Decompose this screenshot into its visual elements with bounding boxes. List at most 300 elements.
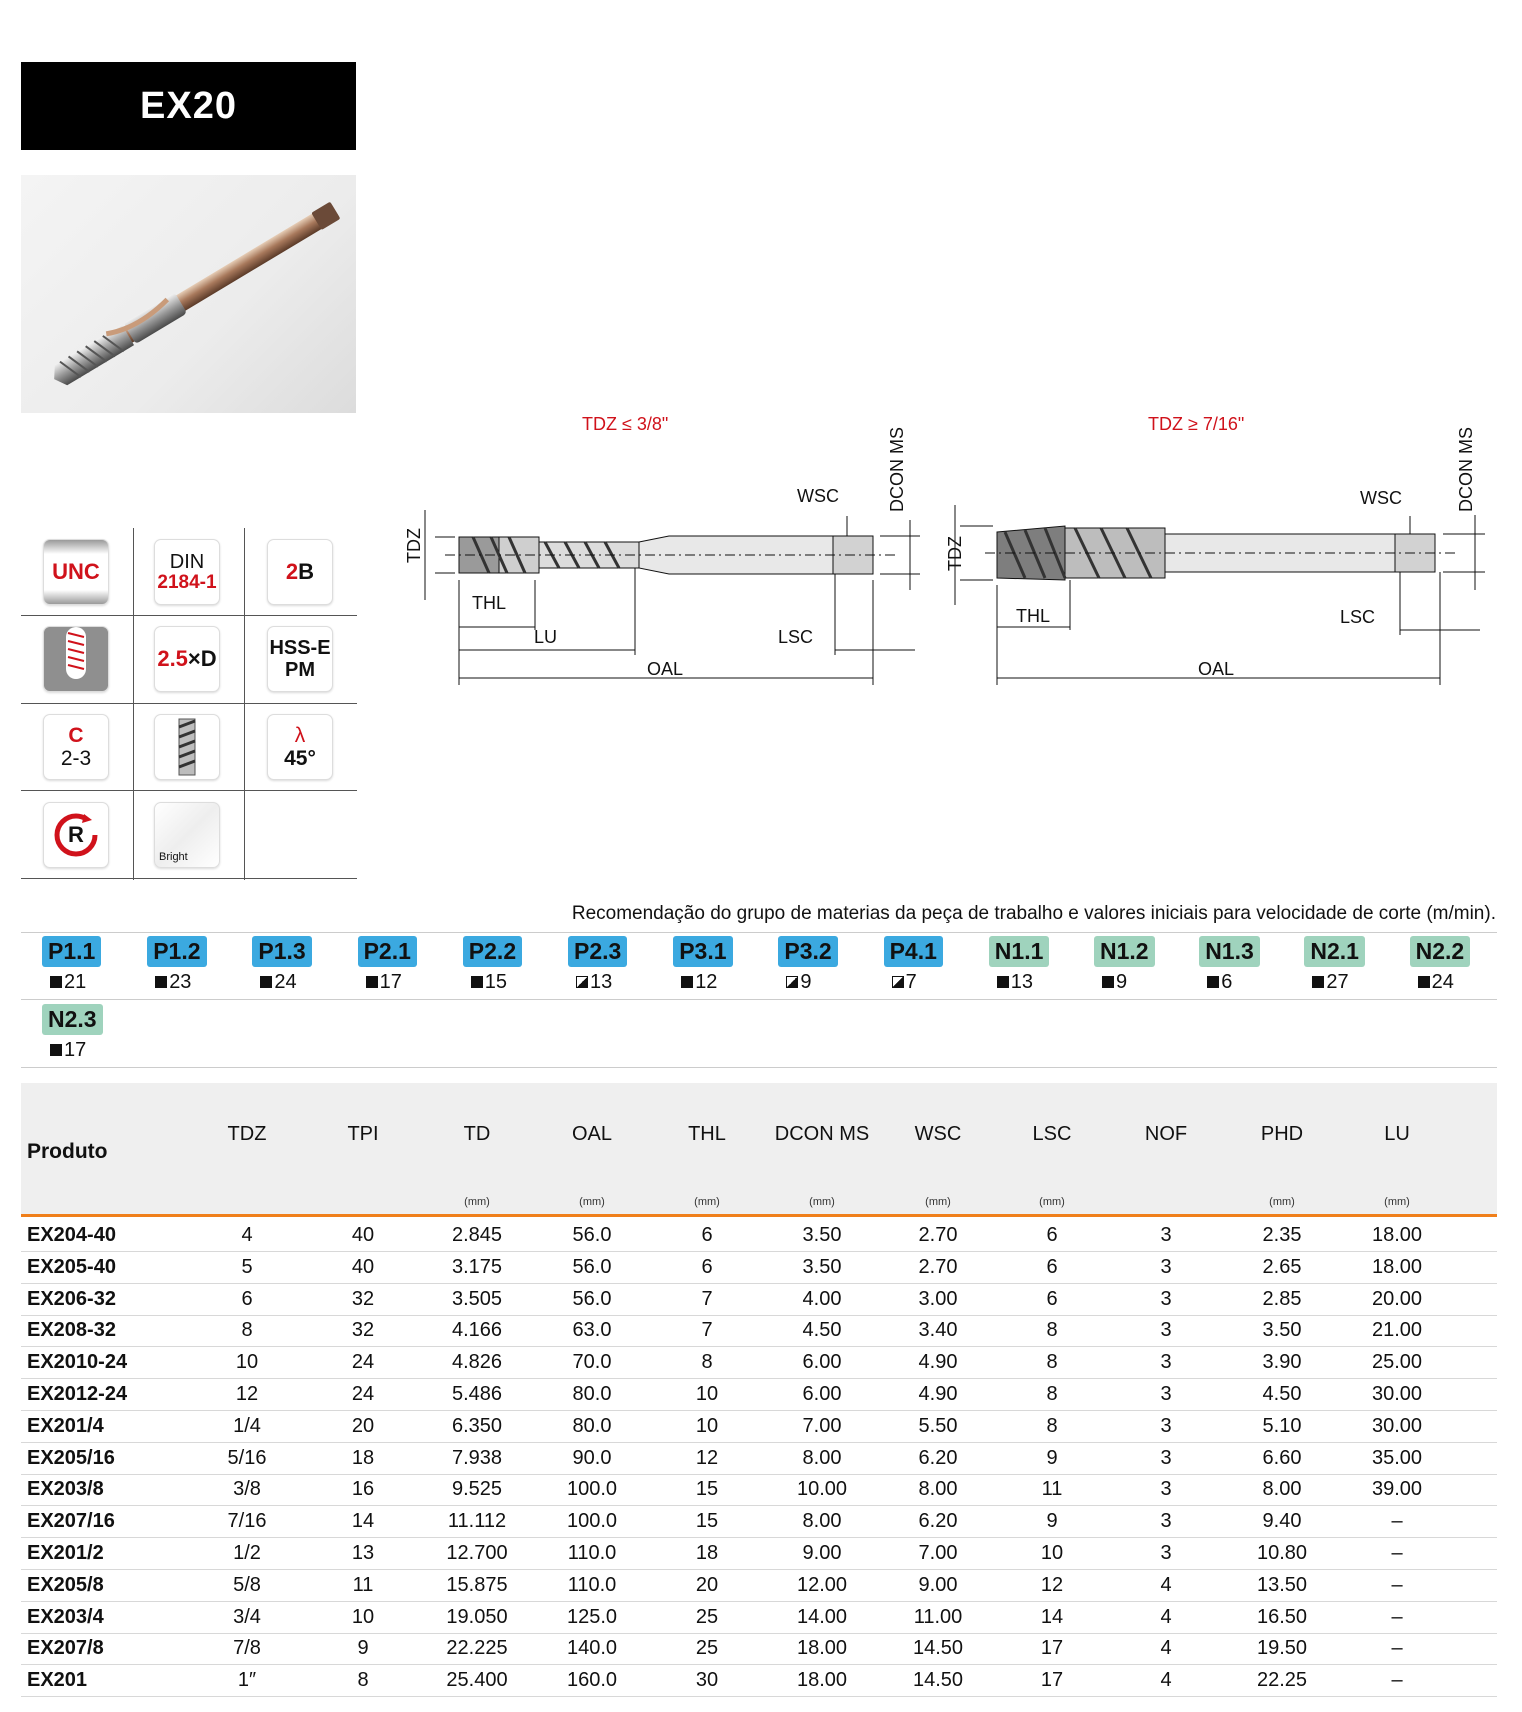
table-row — [21, 1378, 1497, 1411]
table-cell: 110.0 — [567, 1542, 617, 1564]
blind-hole-tile — [43, 626, 109, 692]
table-cell: 140.0 — [566, 1637, 618, 1660]
table-cell: 3 — [1160, 1224, 1172, 1246]
diagram-small-oal-label: OAL — [647, 659, 684, 679]
table-cell: 6 — [1046, 1224, 1058, 1246]
material-n1-2 — [1094, 936, 1194, 994]
half-square-icon — [786, 976, 798, 988]
speed-text: 9 — [800, 971, 812, 993]
din-label: DIN — [169, 550, 205, 573]
table-cell: 8 — [241, 1319, 253, 1342]
spiral-flute-icon — [167, 717, 207, 777]
table-cell: 20 — [695, 1573, 719, 1596]
table-cell: 7.938 — [451, 1446, 503, 1469]
square-icon — [471, 976, 483, 988]
table-cell: 6.20 — [918, 1446, 958, 1469]
table-cell: 2.70 — [918, 1255, 958, 1278]
table-cell: 6.20 — [918, 1510, 958, 1533]
cutting-speed-value — [50, 1039, 142, 1062]
table-header — [21, 1083, 1497, 1217]
table-cell: – — [1391, 1573, 1403, 1596]
table-cell: 160.0 — [566, 1669, 618, 1692]
table-cell: 90.0 — [572, 1446, 612, 1469]
blind-hole-icon — [44, 627, 108, 691]
divider — [21, 999, 1497, 1000]
table-cell: 7/8 — [233, 1637, 261, 1660]
table-cell: 3.50 — [1262, 1319, 1302, 1342]
table-row — [21, 1442, 1497, 1475]
table-cell: 8 — [1046, 1351, 1058, 1374]
table-row — [21, 1283, 1497, 1316]
diagram-large-drawing — [935, 420, 1495, 700]
table-cell: 4.166 — [451, 1319, 503, 1342]
table-cell: 3 — [1160, 1510, 1172, 1533]
table-cell: 4 — [1160, 1669, 1172, 1692]
table-cell: 3.40 — [918, 1319, 958, 1342]
square-icon — [50, 976, 62, 988]
material-code-badge: P2.1 — [358, 936, 417, 967]
table-cell: 8 — [1046, 1414, 1058, 1437]
table-cell: 15 — [695, 1510, 719, 1533]
table-row — [21, 1473, 1497, 1506]
table-cell: 3.90 — [1262, 1351, 1302, 1374]
material-code-badge: N2.2 — [1410, 936, 1471, 967]
table-cell: 39.00 — [1371, 1478, 1423, 1501]
material-tile — [267, 626, 333, 692]
table-cell: 16.50 — [1256, 1605, 1308, 1628]
table-cell: 7 — [701, 1287, 713, 1310]
product-title: EX20 — [21, 62, 356, 150]
speed-text: 13 — [590, 971, 613, 993]
table-cell: 15 — [695, 1478, 719, 1501]
table-cell: 4.90 — [918, 1383, 958, 1405]
table-cell: 25 — [695, 1605, 719, 1628]
tap-image — [21, 175, 356, 413]
rotation-tile — [43, 802, 109, 868]
cutting-speed-value — [576, 971, 668, 994]
table-cell: 3 — [1160, 1255, 1172, 1278]
table-cell: 1/4 — [233, 1414, 261, 1437]
table-cell: 11 — [352, 1573, 374, 1596]
square-icon — [155, 976, 167, 988]
table-cell: 22.225 — [446, 1637, 508, 1660]
table-cell: 3 — [1160, 1351, 1172, 1374]
material-n2-2 — [1410, 936, 1510, 994]
table-cell: 6 — [241, 1287, 253, 1310]
cutting-speed-value — [366, 971, 458, 994]
table-cell: 17 — [1040, 1669, 1064, 1692]
column-header-td: TD — [463, 1123, 491, 1145]
product-code: EX2012-24 — [27, 1383, 128, 1405]
table-cell: 13 — [351, 1542, 375, 1564]
table-cell: 5 — [241, 1255, 253, 1278]
column-header-tpi: TPI — [347, 1123, 379, 1145]
material-n1-3 — [1199, 936, 1299, 994]
table-cell: 8.00 — [1262, 1478, 1302, 1501]
material-n2-3 — [42, 1004, 142, 1062]
chamfer-letter: C — [68, 723, 84, 747]
table-cell: 5/8 — [233, 1573, 261, 1596]
material-code-badge: N1.3 — [1199, 936, 1260, 967]
product-code: EX205-40 — [27, 1255, 116, 1278]
speed-text: 15 — [484, 971, 508, 993]
table-cell: 8 — [1046, 1319, 1058, 1342]
material-line2: PM — [285, 659, 315, 681]
recommendation-title: Recomendação do grupo de materias da peça de trabalho e valores iniciais para velocidade de corte (m/min). — [571, 903, 1496, 924]
product-code: EX201 — [27, 1669, 88, 1692]
tolerance-number: 2 — [285, 558, 299, 584]
table-cell: 18.00 — [796, 1637, 848, 1660]
depth-tile — [154, 626, 220, 692]
thread-type-tile — [43, 539, 109, 605]
speed-text: 27 — [1326, 971, 1349, 993]
column-unit: (mm) — [925, 1196, 951, 1208]
material-code-badge: P1.2 — [147, 936, 206, 967]
speed-text: 24 — [274, 971, 297, 993]
table-cell: 14.50 — [912, 1637, 964, 1660]
diagram-small-dcon-label: DCON MS — [887, 427, 907, 512]
table-cell: 14.50 — [912, 1669, 964, 1692]
diagram-large-oal-label: OAL — [1198, 659, 1235, 679]
table-cell: 3.175 — [451, 1255, 503, 1278]
column-header-nof: NOF — [1144, 1123, 1188, 1145]
table-cell: 2.70 — [918, 1224, 958, 1246]
square-icon — [681, 976, 693, 988]
table-cell: 4 — [1160, 1637, 1172, 1660]
table-cell: 9.00 — [802, 1542, 842, 1564]
table-cell: 3.50 — [802, 1255, 842, 1278]
table-cell: 30 — [695, 1669, 719, 1692]
table-cell: 6.60 — [1262, 1446, 1302, 1469]
table-cell: 12.700 — [446, 1542, 508, 1564]
table-cell: 13.50 — [1256, 1573, 1308, 1596]
material-code-badge: P1.3 — [252, 936, 311, 967]
square-icon — [1207, 976, 1219, 988]
square-icon — [50, 1044, 62, 1056]
column-unit: (mm) — [1384, 1196, 1410, 1208]
table-cell: 3.505 — [451, 1287, 503, 1310]
table-cell: 56.0 — [572, 1255, 612, 1278]
table-cell: 8.00 — [802, 1510, 842, 1533]
table-cell: 6.00 — [802, 1351, 842, 1374]
coating-label: Bright — [159, 850, 188, 863]
table-cell: 7.00 — [802, 1414, 842, 1437]
helix-angle-tile — [267, 714, 333, 780]
square-icon — [260, 976, 272, 988]
table-row — [21, 1632, 1497, 1665]
column-header-tdz: TDZ — [227, 1123, 267, 1145]
product-column-header: Produto — [27, 1140, 108, 1163]
divider — [21, 1067, 1497, 1068]
tolerance-tile — [267, 539, 333, 605]
table-cell: 20.00 — [1371, 1287, 1423, 1310]
table-cell: 4.50 — [1262, 1383, 1302, 1405]
table-cell: 7/16 — [227, 1510, 267, 1533]
speed-text: 12 — [695, 971, 718, 993]
cutting-speed-value — [260, 971, 352, 994]
table-cell: 18 — [695, 1542, 719, 1564]
table-cell: 3 — [1160, 1446, 1172, 1469]
material-p1-3 — [252, 936, 352, 994]
product-code: EX201/2 — [27, 1542, 104, 1564]
table-cell: 10 — [695, 1414, 719, 1437]
coating-tile — [154, 802, 220, 868]
table-cell: 11.00 — [913, 1605, 963, 1628]
table-cell: 125.0 — [566, 1605, 618, 1628]
table-cell: 24 — [351, 1383, 375, 1405]
table-cell: 6 — [1046, 1255, 1058, 1278]
product-code: EX205/16 — [27, 1446, 115, 1469]
table-cell: 12 — [1040, 1573, 1064, 1596]
material-code-badge: P1.1 — [42, 936, 101, 967]
table-cell: 9 — [1046, 1510, 1058, 1533]
diagram-small-drawing — [395, 420, 935, 700]
table-cell: 9.525 — [451, 1478, 503, 1501]
table-cell: 80.0 — [572, 1383, 612, 1405]
table-row — [21, 1314, 1497, 1347]
table-cell: 1/2 — [233, 1542, 261, 1564]
material-n2-1 — [1304, 936, 1404, 994]
diagram-small-lsc-label: LSC — [778, 627, 814, 647]
table-cell: 5.486 — [451, 1383, 503, 1405]
table-cell: 4.50 — [802, 1319, 842, 1342]
material-line1: HSS-E — [269, 637, 331, 659]
table-cell: 3.50 — [802, 1224, 842, 1246]
din-value: 2184-1 — [157, 571, 217, 593]
material-n1-1 — [989, 936, 1089, 994]
speed-text: 13 — [1010, 971, 1034, 993]
table-cell: 63.0 — [572, 1319, 612, 1342]
column-unit: (mm) — [809, 1196, 835, 1208]
diagram-small-condition: TDZ ≤ 3/8" — [582, 414, 669, 434]
table-row — [21, 1537, 1497, 1570]
cutting-speed-value — [1207, 971, 1299, 994]
table-cell: 10 — [235, 1351, 259, 1374]
cutting-speed-value — [786, 971, 878, 994]
helix-symbol: λ — [294, 723, 306, 747]
table-cell: 3 — [1160, 1383, 1172, 1405]
material-code-badge: N1.2 — [1094, 936, 1155, 967]
product-photo — [21, 175, 356, 413]
depth-number: 2.5 — [157, 645, 188, 671]
table-cell: 110.0 — [567, 1573, 617, 1596]
cutting-speed-value — [471, 971, 563, 994]
table-cell: 4.00 — [802, 1287, 842, 1310]
cutting-speed-value — [892, 971, 984, 994]
table-cell: 70.0 — [572, 1351, 612, 1374]
table-cell: 24 — [351, 1351, 375, 1374]
square-icon — [1102, 976, 1114, 988]
table-cell: 18.00 — [1371, 1255, 1423, 1278]
diagram-large-tdz-label: TDZ — [945, 536, 965, 571]
table-cell: 25.00 — [1371, 1351, 1423, 1374]
rotation-letter: R — [68, 821, 84, 847]
table-cell: 4 — [241, 1224, 253, 1246]
depth-suffix: ×D — [187, 645, 217, 671]
diagram-small-lu-label: LU — [534, 627, 558, 647]
cutting-speed-value — [1418, 971, 1510, 994]
table-cell: 9.00 — [918, 1573, 958, 1596]
table-cell: 18 — [351, 1446, 375, 1469]
table-cell: 40 — [351, 1224, 375, 1246]
diagram-small-wsc-label: WSC — [797, 486, 839, 506]
table-cell: 12.00 — [796, 1573, 848, 1596]
cutting-speed-value — [1102, 971, 1194, 994]
table-row — [21, 1569, 1497, 1602]
column-header-lu: LU — [1384, 1123, 1410, 1145]
square-icon — [997, 976, 1009, 988]
table-row — [21, 1219, 1497, 1252]
cutting-speed-value — [997, 971, 1089, 994]
material-p4-1 — [884, 936, 984, 994]
helix-value: 45° — [284, 747, 316, 770]
table-cell: 12 — [695, 1446, 719, 1469]
table-cell: 2.845 — [451, 1224, 503, 1246]
table-row — [21, 1505, 1497, 1538]
table-cell: 2.35 — [1262, 1224, 1302, 1246]
table-cell: 25.400 — [446, 1669, 508, 1692]
table-cell: 56.0 — [572, 1224, 612, 1246]
table-cell: 6 — [701, 1255, 713, 1278]
table-cell: 3/8 — [233, 1478, 261, 1501]
square-icon — [1418, 976, 1430, 988]
diagram-large-thl-label: THL — [1016, 606, 1051, 626]
table-cell: – — [1391, 1605, 1403, 1628]
diagram-small-tdz-label: TDZ — [404, 528, 424, 563]
table-cell: 7 — [701, 1319, 713, 1342]
table-cell: 3 — [1160, 1319, 1172, 1342]
diagram-large-dcon-label: DCON MS — [1456, 427, 1476, 512]
column-unit: (mm) — [1269, 1196, 1295, 1208]
half-square-icon — [576, 976, 588, 988]
chamfer-value: 2-3 — [60, 747, 92, 770]
material-code-badge: N2.3 — [42, 1004, 103, 1035]
table-cell: 17 — [1040, 1637, 1064, 1660]
table-cell: 11 — [1041, 1478, 1063, 1501]
product-code: EX205/8 — [27, 1573, 104, 1596]
diagram-large-wsc-label: WSC — [1360, 488, 1402, 508]
table-cell: 21.00 — [1371, 1319, 1423, 1342]
column-header-oal: OAL — [571, 1123, 613, 1145]
cutting-speed-value — [1312, 971, 1404, 994]
table-cell: 30.00 — [1371, 1414, 1423, 1437]
material-p1-2 — [147, 936, 247, 994]
table-cell: 14.00 — [796, 1605, 848, 1628]
table-cell: 10 — [351, 1605, 375, 1628]
table-cell: 6 — [1046, 1287, 1058, 1310]
divider — [21, 932, 1497, 933]
speed-text: 9 — [1116, 971, 1128, 993]
product-code: EX204-40 — [27, 1224, 116, 1246]
table-cell: 9 — [357, 1637, 369, 1660]
material-p2-1 — [358, 936, 458, 994]
column-unit: (mm) — [1039, 1196, 1065, 1208]
table-cell: – — [1391, 1510, 1403, 1533]
product-code: EX203/4 — [27, 1605, 104, 1628]
table-cell: – — [1391, 1669, 1403, 1692]
table-cell: 8.00 — [918, 1478, 958, 1501]
table-cell: 22.25 — [1256, 1669, 1308, 1692]
material-code-badge: P3.1 — [673, 936, 732, 967]
table-cell: 5.50 — [918, 1414, 958, 1437]
diagram-large-condition: TDZ ≥ 7/16" — [1148, 414, 1245, 434]
product-code: EX206-32 — [27, 1287, 116, 1310]
product-code: EX2010-24 — [27, 1351, 128, 1374]
speed-text: 7 — [905, 971, 917, 993]
table-cell: 8 — [701, 1351, 713, 1374]
table-cell: 40 — [351, 1255, 375, 1278]
product-code: EX207/8 — [27, 1637, 104, 1660]
speed-text: 24 — [1431, 971, 1454, 993]
table-cell: 5.10 — [1262, 1414, 1302, 1437]
table-cell: 3 — [1160, 1414, 1172, 1437]
product-code: EX207/16 — [27, 1510, 115, 1533]
spiral-flute-tile — [154, 714, 220, 780]
table-cell: 19.050 — [446, 1605, 508, 1628]
table-cell: 9.40 — [1262, 1510, 1302, 1533]
material-code-badge: P3.2 — [778, 936, 837, 967]
table-cell: 4 — [1160, 1573, 1172, 1596]
table-cell: 4.826 — [451, 1351, 503, 1374]
table-cell: 3/4 — [233, 1605, 261, 1628]
table-row — [21, 1664, 1497, 1697]
square-icon — [366, 976, 378, 988]
table-cell: 7.00 — [918, 1542, 958, 1564]
thread-type-label: UNC — [52, 558, 100, 584]
product-code: EX201/4 — [27, 1414, 104, 1437]
material-p2-2 — [463, 936, 563, 994]
table-row — [21, 1346, 1497, 1379]
table-cell: 6.00 — [802, 1383, 842, 1405]
material-p3-2 — [778, 936, 878, 994]
square-icon — [1312, 976, 1324, 988]
table-row — [21, 1251, 1497, 1284]
product-code: EX203/8 — [27, 1478, 104, 1501]
table-cell: 3 — [1160, 1478, 1172, 1501]
column-unit: (mm) — [579, 1196, 605, 1208]
material-p2-3 — [568, 936, 668, 994]
diagram-large-lsc-label: LSC — [1340, 607, 1376, 627]
table-cell: 10 — [1040, 1542, 1064, 1564]
cutting-speed-value — [681, 971, 773, 994]
column-header-wsc: WSC — [914, 1123, 962, 1145]
table-cell: 10 — [695, 1383, 719, 1405]
half-square-icon — [892, 976, 904, 988]
speed-text: 21 — [64, 971, 87, 993]
column-unit: (mm) — [464, 1196, 490, 1208]
speed-text: 6 — [1221, 971, 1233, 993]
table-cell: – — [1391, 1542, 1403, 1564]
material-code-badge: N2.1 — [1304, 936, 1365, 967]
speed-text: 23 — [169, 971, 192, 993]
table-cell: 4 — [1160, 1605, 1172, 1628]
table-cell: 100.0 — [566, 1478, 618, 1501]
table-row — [21, 1410, 1497, 1443]
table-cell: 2.85 — [1262, 1287, 1302, 1310]
table-cell: 8 — [1046, 1383, 1058, 1405]
table-cell: 14 — [351, 1510, 375, 1533]
table-cell: 6.350 — [451, 1414, 503, 1437]
column-header-lsc: LSC — [1032, 1123, 1072, 1145]
table-cell: 6 — [701, 1224, 713, 1246]
table-cell: 3.00 — [918, 1287, 958, 1310]
table-cell: 11.112 — [447, 1510, 507, 1533]
table-cell: 25 — [695, 1637, 719, 1660]
table-cell: 16 — [351, 1478, 375, 1501]
table-cell: 32 — [351, 1319, 375, 1342]
table-cell: 18.00 — [1371, 1224, 1423, 1246]
column-header-thl: THL — [688, 1123, 726, 1145]
